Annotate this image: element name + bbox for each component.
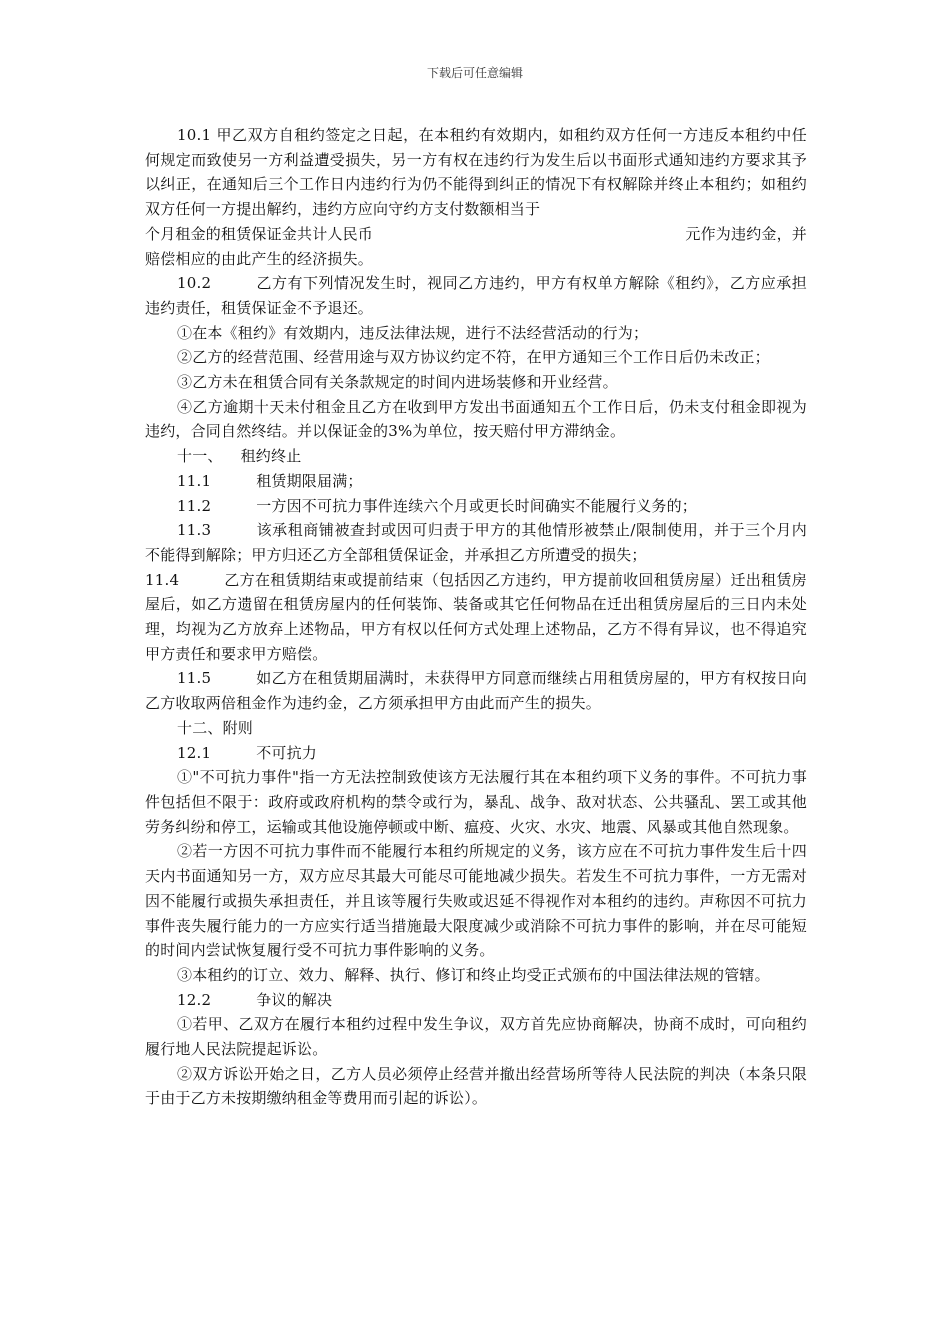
clause-10-2-item: ②乙方的经营范围、经营用途与双方协议约定不符，在甲方通知三个工作日后仍未改正； <box>177 348 770 367</box>
page-header: 下载后可任意编辑 <box>426 66 523 80</box>
clause-number: 11.5 <box>177 669 212 688</box>
clause-11-item <box>145 469 807 494</box>
clause-text: 一方因不可抗力事件连续六个月或更长时间确实不能履行义务的； <box>256 496 698 515</box>
clause-10-2-text: 乙方有下列情况发生时，视同乙方违约，甲方有权单方解除《租约》，乙方应承担违约责任，租赁保证金不予退还。 <box>145 274 807 317</box>
clause-number: 11.2 <box>177 496 212 515</box>
document-body <box>145 123 807 1111</box>
clause-title: 争议的解决 <box>256 990 333 1009</box>
clause-number: 12.2 <box>177 990 212 1009</box>
clause-number: 11.1 <box>177 471 212 490</box>
clause-12-1-item: ②若一方因不可抗力事件而不能履行本租约所规定的义务，该方应在不可抗力事件发生后十四天内书面通知另一方，双方应尽其最大可能尽可能地减少损失。若发生不可抗力事件，一方无需对因不能履行或损失承担责任，并且该等履行失败或迟延不得视作对本租约的违约。声称因不可抗力事件丧失履行能力的一方应实行适当措施最大限度减少或消除不可抗力事件的影响，并在尽可能短的时间内尝试恢复履行受不可抗力事件影响的义务。 <box>145 842 807 960</box>
section-11-title: 租约终止 <box>240 447 302 466</box>
clause-12-2-heading <box>145 988 807 1013</box>
clause-11-item <box>145 666 807 715</box>
clause-10-2-item: ④乙方逾期十天未付租金且乙方在收到甲方发出书面通知五个工作日后，仍未支付租金即视为违约，合同自然终结。并以保证金的3%为单位，按天赔付甲方滞纳金。 <box>145 397 807 441</box>
clause-number: 11.3 <box>177 521 212 540</box>
clause-12-1-item: ①"不可抗力事件"指一方无法控制致使该方无法履行其在本租约项下义务的事件。不可抗力事件包括但不限于：政府或政府机构的禁令或行为，暴乱、战争、敌对状态、公共骚乱、罢工或其他劳务纠纷和停工，运输或其他设施停顿或中断、瘟疫、火灾、水灾、地震、风暴或其他自然现象。 <box>145 768 807 836</box>
clause-text: 租赁期限届满； <box>256 471 363 490</box>
section-11-heading <box>145 444 807 469</box>
clause-11-item <box>145 518 807 567</box>
clause-10-1-blank-line <box>145 222 807 247</box>
clause-10-2 <box>145 271 807 320</box>
clause-12-2-item: ①若甲、乙双方在履行本租约过程中发生争议，双方首先应协商解决，协商不成时，可向租约履行地人民法院提起诉讼。 <box>145 1015 807 1059</box>
clause-12-1-item: ③本租约的订立、效力、解释、执行、修订和终止均受正式颁布的中国法律法规的管辖。 <box>177 965 770 984</box>
clause-text: 该承租商铺被查封或因可归责于甲方的其他情形被禁止/限制使用，并于三个月内不能得到解除；甲方归还乙方全部租赁保证金，并承担乙方所遭受的损失； <box>145 521 807 564</box>
clause-number: 12.1 <box>177 743 212 762</box>
clause-10-1-end: 赔偿相应的由此产生的经济损失。 <box>145 249 374 268</box>
clause-title: 不可抗力 <box>256 743 318 762</box>
clause-10-1-blank-right: 元作为违约金，并 <box>685 224 807 243</box>
clause-12-2-item: ②双方诉讼开始之日，乙方人员必须停止经营并撤出经营场所等待人民法院的判决（本条只限于由于乙方未按期缴纳租金等费用而引起的诉讼）。 <box>145 1064 807 1108</box>
clause-12-1-heading <box>145 741 807 766</box>
clause-10-1-blank-left: 个月租金的租赁保证金共计人民币 <box>145 224 374 243</box>
section-12-heading: 十二、附则 <box>177 718 254 737</box>
section-11-number: 十一、 <box>177 447 223 466</box>
clause-10-2-item: ③乙方未在租赁合同有关条款规定的时间内进场装修和开业经营。 <box>177 373 618 392</box>
clause-10-1: 10.1 甲乙双方自租约签定之日起，在本租约有效期内，如租约双方任何一方违反本租约中任何规定而致使另一方利益遭受损失，另一方有权在违约行为发生后以书面形式通知违约方要求其予以纠正，在通知后三个工作日内违约行为仍不能得到纠正的情况下有权解除并终止本租约；如租约双方任何一方提出解约，违约方应向守约方支付数额相当于 <box>145 126 807 219</box>
clause-number: 11.4 <box>145 570 180 589</box>
clause-text: 如乙方在租赁期届满时，未获得甲方同意而继续占用租赁房屋的，甲方有权按日向乙方收取两倍租金作为违约金，乙方须承担甲方由此而产生的损失。 <box>145 669 807 713</box>
clause-text: 乙方在租赁期结束或提前结束（包括因乙方违约，甲方提前收回租赁房屋）迁出租赁房屋后，如乙方遗留在租赁房屋内的任何装饰、装备或其它任何物品在迁出租赁房屋后的三日内未处理，均视为乙方放弃上述物品，甲方有权以任何方式处理上述物品，乙方不得有异议，也不得追究甲方责任和要求甲方赔偿。 <box>145 570 807 663</box>
clause-11-item <box>145 568 807 667</box>
clause-10-2-number: 10.2 <box>177 274 212 293</box>
clause-10-2-item: ①在本《租约》有效期内，违反法律法规，进行不法经营活动的行为； <box>177 323 649 342</box>
clause-11-item <box>145 494 807 519</box>
